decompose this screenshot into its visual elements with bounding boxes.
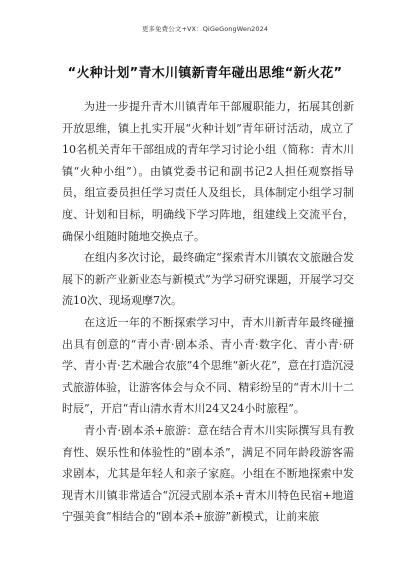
document-body bbox=[62, 96, 354, 528]
document-title: “火种计划”青木川镇新青年碰出思维“新火花” bbox=[67, 66, 343, 81]
body-paragraph-1: 为进一步提升青木川镇青年干部履职能力，拓展其创新开放思维，镇上扎实开展“火种计划”青年研讨活动，成立了10名机关青年干部组成的青年学习讨论小组（简称：青木川镇“火种小组”）。由镇党委书记和副书记2人担任观察指导员，组宣委员担任学习责任人及组长，具体制定小组学习制度、计划和目标，明确线下学习阵地，组建线上交流平台，确保小组随时随地交换点子。 bbox=[62, 100, 354, 243]
body-paragraph-4: 青小青·剧本杀+旅游：意在结合青木川实际撰写具有教育性、娱乐性和体验性的“剧本杀”，满足不同年龄段游客需求剧本，尤其是年轻人和亲子家庭。小组在不断地探索中发现青木川镇非常适合“沉浸式剧本杀+青木川特色民宿+地道宁强美食”相结合的“剧本杀+旅游”新模式，让前来旅 bbox=[62, 423, 354, 524]
body-paragraph-2: 在组内多次讨论，最终确定“探索青木川镇农文旅融合发展下的新产业新业态与新模式”为学习研究课题，开展学习交流10次、现场观摩7次。 bbox=[62, 251, 354, 308]
body-paragraph-3: 在这近一年的不断探索学习中，青木川新青年最终碰撞出具有创意的“青小青·剧本杀、青小青·数字化、青小青·研学、青小青·艺术融合农旅”4个思维“新火花”，意在打造沉浸式旅游体验，让游客体会与众不同、精彩纷呈的“青木川十二时辰”，开启“青山清水青木川24又24小时旅程”。 bbox=[62, 315, 354, 416]
header-note: 更多免费公文+VX：QiGeGongWen2024 bbox=[141, 25, 269, 33]
